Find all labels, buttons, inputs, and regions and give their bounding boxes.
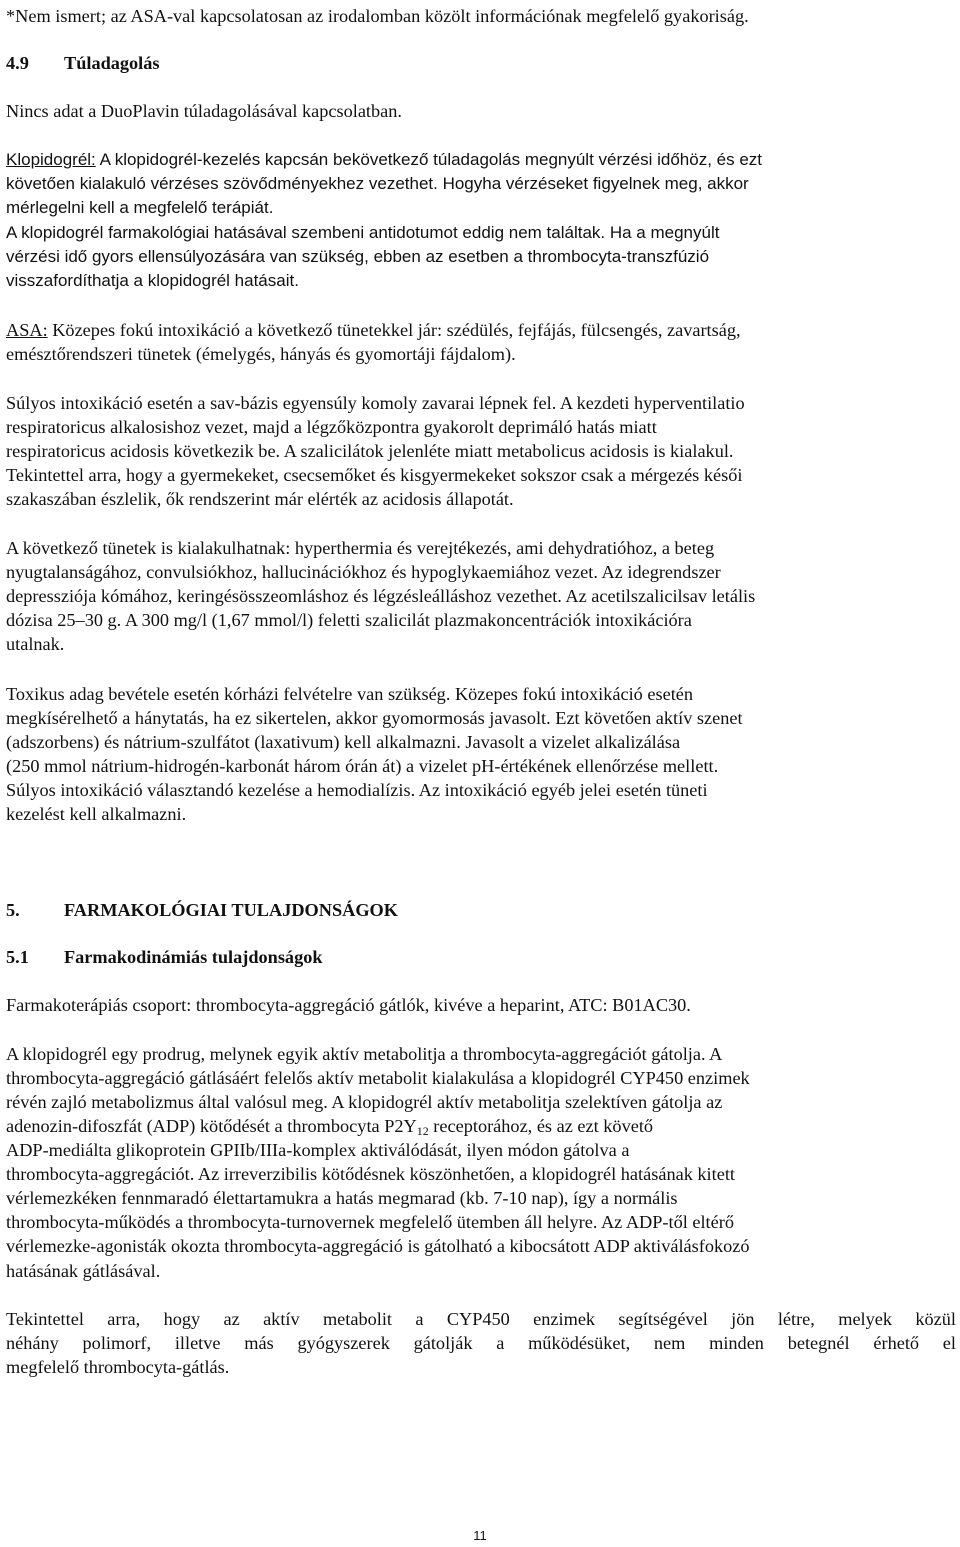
prodrug-line: hatásának gátlásával.	[6, 1261, 161, 1281]
symptoms-line: nyugtalanságához, convulsiókhoz, hallucinációkhoz és hypoglykaemiához vezet. Az idegrendszer	[6, 562, 721, 582]
clopidogrel-label: Klopidogrél:	[6, 150, 96, 169]
overdose-intro: Nincs adat a DuoPlavin túladagolásával kapcsolatban.	[6, 101, 402, 121]
severe-line: respiratoricus acidosis következik be. A szalicilátok jelenléte miatt metabolicus acidosis is kialakul.	[6, 441, 734, 461]
toxic-line: kezelést kell alkalmazni.	[6, 804, 187, 824]
clopidogrel-line: mérlegelni kell a megfelelő terápiát.	[6, 198, 274, 217]
cyp-line: megfelelő thrombocyta-gátlás.	[6, 1357, 230, 1377]
prodrug-line: vérlemezke-agonisták okozta thrombocyta-aggregáció is gátolható a kibocsátott ADP aktiválásfokozó	[6, 1236, 750, 1256]
symptoms-line: utalnak.	[6, 634, 65, 654]
section-number: 4.9	[6, 53, 29, 73]
clopidogrel-line: visszafordíthatja a klopidogrél hatásait.	[6, 271, 299, 290]
cyp-line: Tekintettel arra, hogy az aktív metabolit a CYP450 enzimek segítségével jön létre, melyek közül	[6, 1309, 956, 1329]
symptoms-line: depressziója kómához, keringésösszeomláshoz és légzésleálláshoz vezethet. Az acetilszalicilsav letális	[6, 586, 756, 606]
page-number: 11	[473, 1528, 487, 1543]
toxic-line: (250 mmol nátrium-hidrogén-karbonát három órán át) a vizelet pH-értékének ellenőrzése mellett.	[6, 756, 719, 776]
section-title: Túladagolás	[64, 53, 160, 73]
severe-line: szakaszában észlelik, ők rendszerint már elérték az acidosis állapotát.	[6, 489, 514, 509]
clopidogrel-line: vérzési idő gyors ellensúlyozására van szükség, ebben az esetben a thrombocyta-transzfúzió	[6, 247, 710, 266]
clopidogrel-line: Klopidogrél: A klopidogrél-kezelés kapcsán bekövetkező túladagolás megnyúlt vérzési időhöz, és ezt	[6, 150, 763, 169]
severe-line: Súlyos intoxikáció esetén a sav-bázis egyensúly komoly zavarai lépnek fel. A kezdeti hyperventilatio	[6, 393, 745, 413]
pharmacotherapeutic-group: Farmakoterápiás csoport: thrombocyta-aggregáció gátlók, kivéve a heparint, ATC: B01AC30.	[6, 995, 691, 1015]
footnote: *Nem ismert; az ASA-val kapcsolatosan az irodalomban közölt információnak megfelelő gyakoriság.	[6, 6, 749, 26]
clopidogrel-line: követően kialakuló vérzéses szövődményekhez vezethet. Hogyha vérzéseket figyelnek meg, akkor	[6, 174, 749, 193]
section-number: 5.	[6, 900, 20, 920]
asa-line: emésztőrendszeri tünetek (émelygés, hányás és gyomortáji fájdalom).	[6, 344, 516, 364]
clopidogrel-line: A klopidogrél farmakológiai hatásával szembeni antidotumot eddig nem találtak. Ha a megnyúlt	[6, 223, 720, 242]
prodrug-line: révén zajló metabolizmus által valósul meg. A klopidogrél aktív metabolitja szelektíven gátolja az	[6, 1092, 723, 1112]
section-title: Farmakodinámiás tulajdonságok	[64, 947, 323, 967]
toxic-line: Toxikus adag bevétele esetén kórházi felvételre van szükség. Közepes fokú intoxikáció esetén	[6, 684, 694, 704]
section-title: FARMAKOLÓGIAI TULAJDONSÁGOK	[64, 900, 398, 920]
toxic-line: megkísérelhető a hánytatás, ha ez sikertelen, akkor gyomormosás javasolt. Ezt követően aktív szenet	[6, 708, 743, 728]
symptoms-line: A következő tünetek is kialakulhatnak: hyperthermia és verejtékezés, ami dehydratióhoz, a beteg	[6, 538, 715, 558]
severe-line: respiratoricus alkalosishoz vezet, majd a légzőközpontra gyakorolt deprimáló hatás miatt	[6, 417, 657, 437]
severe-line: Tekintettel arra, hogy a gyermekeket, csecsemőket és kisgyermekeket sokszor csak a mérgezés késői	[6, 465, 743, 485]
prodrug-line: vérlemezkéken fennmaradó élettartamukra a hatás megmarad (kb. 7-10 nap), így a normális	[6, 1188, 678, 1208]
prodrug-receptor-line: adenozin-difoszfát (ADP) kötődését a thrombocyta $P2Y_{12}$ receptorához, és az ezt követő	[6, 1116, 654, 1138]
symptoms-line: dózisa 25–30 g. A 300 mg/l (1,67 mmol/l) feletti szalicilát plazmakoncentrációk intoxikációra	[6, 610, 692, 630]
section-4-9-heading	[6, 51, 160, 75]
subscript: 12	[416, 1124, 429, 1138]
prodrug-line: ADP-mediálta glikoprotein GPIIb/IIIa-komplex aktiválódását, ilyen módon gátolva a	[6, 1140, 630, 1160]
section-5-1-heading	[6, 945, 323, 969]
cyp-line: néhány polimorf, illetve más gyógyszerek gátolják a működésüket, nem minden betegnél érhető el	[6, 1333, 956, 1353]
prodrug-line: A klopidogrél egy prodrug, melynek egyik aktív metabolitja a thrombocyta-aggregációt gátolja. A	[6, 1044, 723, 1064]
prodrug-line: thrombocyta-működés a thrombocyta-turnovernek megfelelő ütemben áll helyre. Az ADP-től eltérő	[6, 1212, 734, 1232]
asa-line: ASA: Közepes fokú intoxikáció a következő tünetekkel jár: szédülés, fejfájás, fülcsengés, zavartság,	[6, 320, 741, 340]
prodrug-line: thrombocyta-aggregációt. Az irreverzibilis kötődésnek köszönhetően, a klopidogrél hatásának kitett	[6, 1164, 735, 1184]
asa-label: ASA:	[6, 320, 48, 340]
toxic-line: Súlyos intoxikáció választandó kezelése a hemodialízis. Az intoxikáció egyéb jelei esetén tüneti	[6, 780, 708, 800]
section-5-heading	[6, 898, 398, 922]
section-number: 5.1	[6, 947, 29, 967]
prodrug-line: thrombocyta-aggregáció gátlásáért felelős aktív metabolit kialakulása a klopidogrél CYP450 enzimek	[6, 1068, 750, 1088]
toxic-line: (adszorbens) és nátrium-szulfátot (laxativum) kell alkalmazni. Javasolt a vizelet alkalizálása	[6, 732, 681, 752]
